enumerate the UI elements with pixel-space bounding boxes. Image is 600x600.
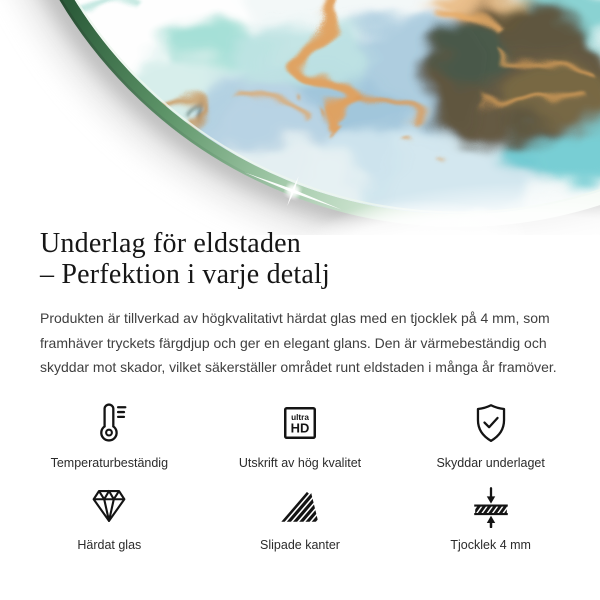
- product-image: [0, 0, 600, 235]
- diamond-icon: [86, 482, 132, 528]
- feature-label: Temperaturbeständig: [50, 456, 169, 470]
- feature-label: Utskrift av hög kvalitet: [238, 456, 362, 470]
- feature-protection: [395, 390, 586, 470]
- product-description-section: [40, 228, 564, 380]
- ultra-hd-badge-line2: HD: [290, 420, 310, 436]
- feature-tempered-glass: [14, 472, 205, 552]
- page-title-line1: Underlag för eldstaden: [40, 228, 301, 259]
- thickness-icon: [468, 482, 514, 528]
- glass-panel-image: [0, 0, 600, 235]
- beveled-edge-icon: [277, 482, 323, 528]
- ultra-hd-badge-line1: ultra: [291, 413, 309, 423]
- shield-check-icon: [468, 400, 514, 446]
- feature-polished-edges: [205, 472, 396, 552]
- feature-label: Tjocklek 4 mm: [450, 538, 531, 552]
- product-description-text: Produkten är tillverkad av högkvalitativt härdat glas med en tjocklek på 4 mm, som framhäver tryckets färgdjup och ger en elegant glans. Den är värmebeständig och skyddar mot skador, vilket säkerställer området runt eldstaden i många år framöver.: [40, 310, 557, 375]
- page-title-line2: – Perfektion i varje detalj: [40, 259, 330, 290]
- page-title: [40, 228, 564, 290]
- feature-thickness: [395, 472, 586, 552]
- feature-label: Skyddar underlaget: [436, 456, 545, 470]
- feature-grid: [14, 390, 586, 552]
- thermometer-icon: [86, 400, 132, 446]
- feature-label: Härdat glas: [77, 538, 142, 552]
- feature-print-quality: [205, 390, 396, 470]
- feature-label: Slipade kanter: [260, 538, 340, 552]
- feature-temperature: [14, 390, 205, 470]
- ultra-hd-icon: [277, 400, 323, 446]
